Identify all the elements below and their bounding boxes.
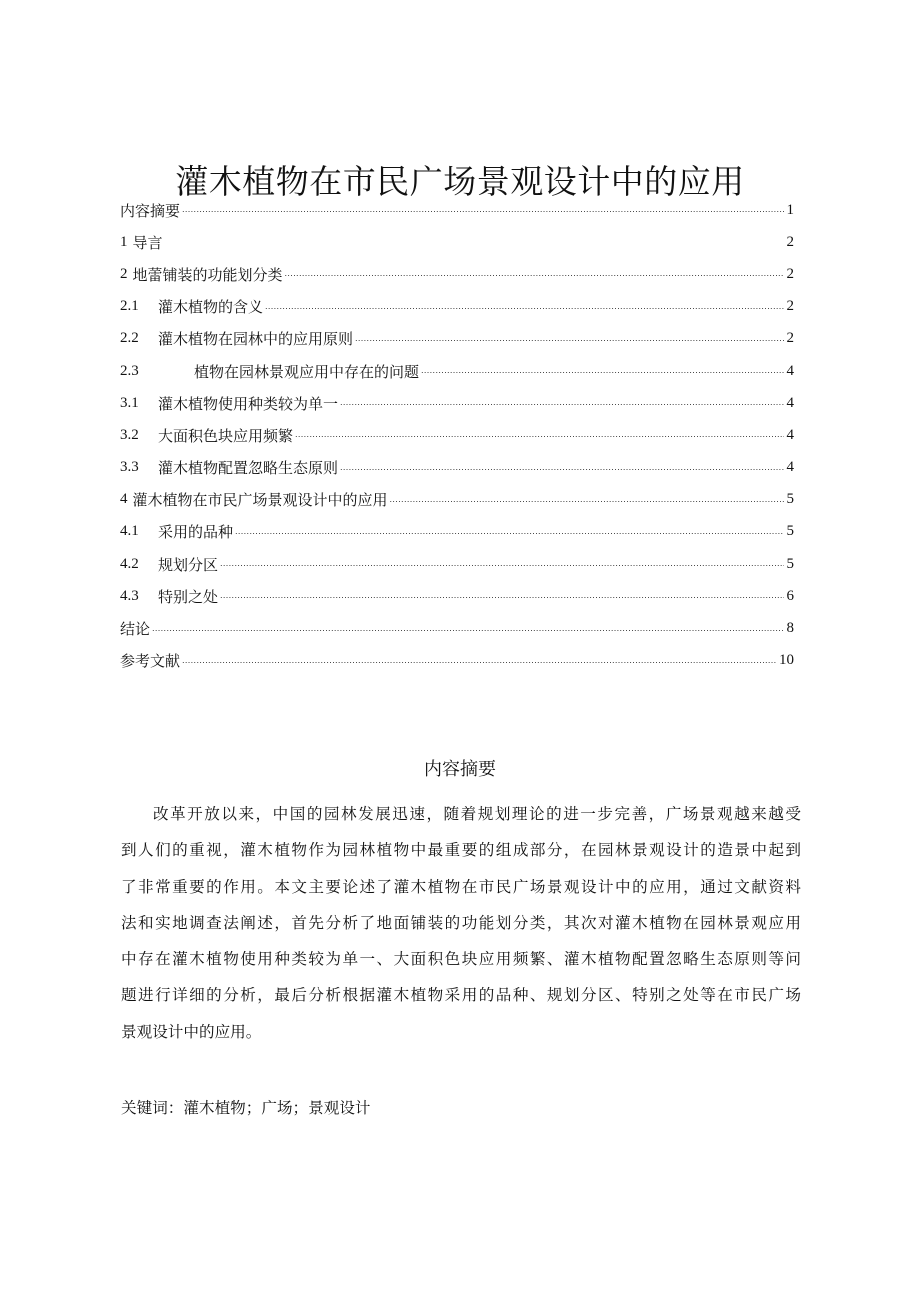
abstract-line: 了非常重要的作用。本文主要论述了灌木植物在市民广场景观设计中的应用，通过文献资料: [121, 877, 801, 896]
toc-entry-text: 大面积色块应用频繁: [158, 426, 294, 445]
toc-page-number: 4: [786, 426, 794, 443]
toc-entry-number: 4: [120, 491, 128, 508]
toc-entry-number: 4.1: [120, 523, 139, 540]
toc-page-number: 1: [786, 201, 794, 218]
toc-entry-number: 4.3: [120, 587, 139, 604]
toc-entry-text: 结论: [120, 620, 151, 639]
toc-entry[interactable]: [120, 355, 794, 387]
toc-leader: [421, 362, 784, 380]
toc-entry[interactable]: [120, 258, 794, 290]
toc-entry[interactable]: [120, 323, 794, 355]
keywords: 关键词：灌木植物；广场；景观设计: [121, 1099, 371, 1117]
toc-leader: [235, 523, 784, 541]
table-of-contents: [120, 194, 794, 677]
toc-leader: [295, 426, 784, 444]
toc-entry-number: 2.3: [120, 362, 139, 379]
abstract-line: 改革开放以来，中国的园林发展迅速，随着规划理论的进一步完善，广场景观越来越受: [153, 805, 801, 823]
toc-page-number: 2: [786, 233, 794, 250]
abstract-line: 景观设计中的应用。: [121, 1022, 262, 1041]
toc-leader: [152, 620, 784, 638]
toc-leader: [285, 265, 784, 283]
toc-leader: [182, 201, 784, 219]
toc-entry[interactable]: [120, 516, 794, 548]
abstract-line: 题进行详细的分析，最后分析根据灌木植物采用的品种、规划分区、特别之处等在市民广场: [121, 986, 801, 1005]
toc-entry[interactable]: [120, 226, 794, 258]
toc-entry-number: 1: [120, 233, 128, 250]
toc-leader: [265, 298, 784, 316]
toc-entry[interactable]: [120, 612, 794, 644]
toc-page-number: 6: [786, 587, 794, 604]
toc-page-number: 2: [786, 265, 794, 282]
toc-leader: [340, 394, 784, 412]
toc-entry-text: 采用的品种: [158, 523, 234, 542]
toc-entry[interactable]: [120, 194, 794, 226]
toc-entry-text: 特别之处: [158, 587, 219, 606]
toc-entry-text: 灌木植物的含义: [158, 298, 264, 317]
toc-leader: [390, 491, 784, 509]
toc-entry-number: 2.2: [120, 330, 139, 347]
toc-entry-text: 规划分区: [158, 555, 219, 574]
toc-entry[interactable]: [120, 645, 794, 677]
toc-entry-text: 参考文献: [120, 652, 181, 671]
toc-entry[interactable]: [120, 387, 794, 419]
toc-page-number: 5: [786, 555, 794, 572]
abstract-line: 法和实地调查法阐述，首先分析了地面铺装的功能划分类，其次对灌木植物在园林景观应用: [121, 913, 801, 932]
toc-entry-text: 灌木植物在园林中的应用原则: [158, 330, 354, 349]
toc-entry-text: 灌木植物配置忽略生态原则: [158, 459, 339, 478]
toc-leader: [220, 555, 784, 573]
toc-page-number: 2: [786, 330, 794, 347]
toc-entry[interactable]: [120, 452, 794, 484]
toc-leader: [165, 233, 784, 251]
abstract-body: [121, 796, 801, 1050]
toc-entry[interactable]: [120, 580, 794, 612]
toc-page-number: 5: [786, 491, 794, 508]
toc-entry-number: 3.3: [120, 459, 139, 476]
toc-leader: [182, 652, 777, 670]
abstract-heading: 内容摘要: [424, 759, 496, 780]
toc-entry-text: 地蕾铺装的功能划分类: [132, 265, 283, 284]
abstract-line: 中存在灌木植物使用种类较为单一、大面积色块应用频繁、灌木植物配置忽略生态原则等问: [121, 950, 801, 969]
toc-entry-number: 4.2: [120, 555, 139, 572]
toc-entry-text: 导言: [132, 233, 163, 252]
document-title: 灌木植物在市民广场景观设计中的应用: [175, 162, 745, 202]
toc-page-number: 4: [786, 459, 794, 476]
toc-entry-text: 植物在园林景观应用中存在的问题: [194, 362, 420, 381]
toc-page-number: 4: [786, 394, 794, 411]
toc-page-number: 2: [786, 298, 794, 315]
toc-entry-text: 灌木植物在市民广场景观设计中的应用: [132, 491, 388, 510]
toc-page-number: 10: [779, 652, 794, 669]
toc-entry-number: 3.2: [120, 426, 139, 443]
toc-entry-text: 灌木植物使用种类较为单一: [158, 394, 339, 413]
toc-leader: [220, 587, 784, 605]
abstract-line: 到人们的重视，灌木植物作为园林植物中最重要的组成部分，在园林景观设计的造景中起到: [121, 841, 801, 860]
toc-entry[interactable]: [120, 419, 794, 451]
toc-page-number: 4: [786, 362, 794, 379]
toc-entry-number: 2: [120, 265, 128, 282]
toc-entry[interactable]: [120, 484, 794, 516]
toc-leader: [355, 330, 784, 348]
toc-page-number: 8: [786, 620, 794, 637]
toc-entry[interactable]: [120, 291, 794, 323]
toc-page-number: 5: [786, 523, 794, 540]
toc-entry-number: 2.1: [120, 298, 139, 315]
toc-entry-number: 3.1: [120, 394, 139, 411]
toc-entry-text: 内容摘要: [120, 201, 181, 220]
toc-leader: [340, 459, 784, 477]
toc-entry[interactable]: [120, 548, 794, 580]
